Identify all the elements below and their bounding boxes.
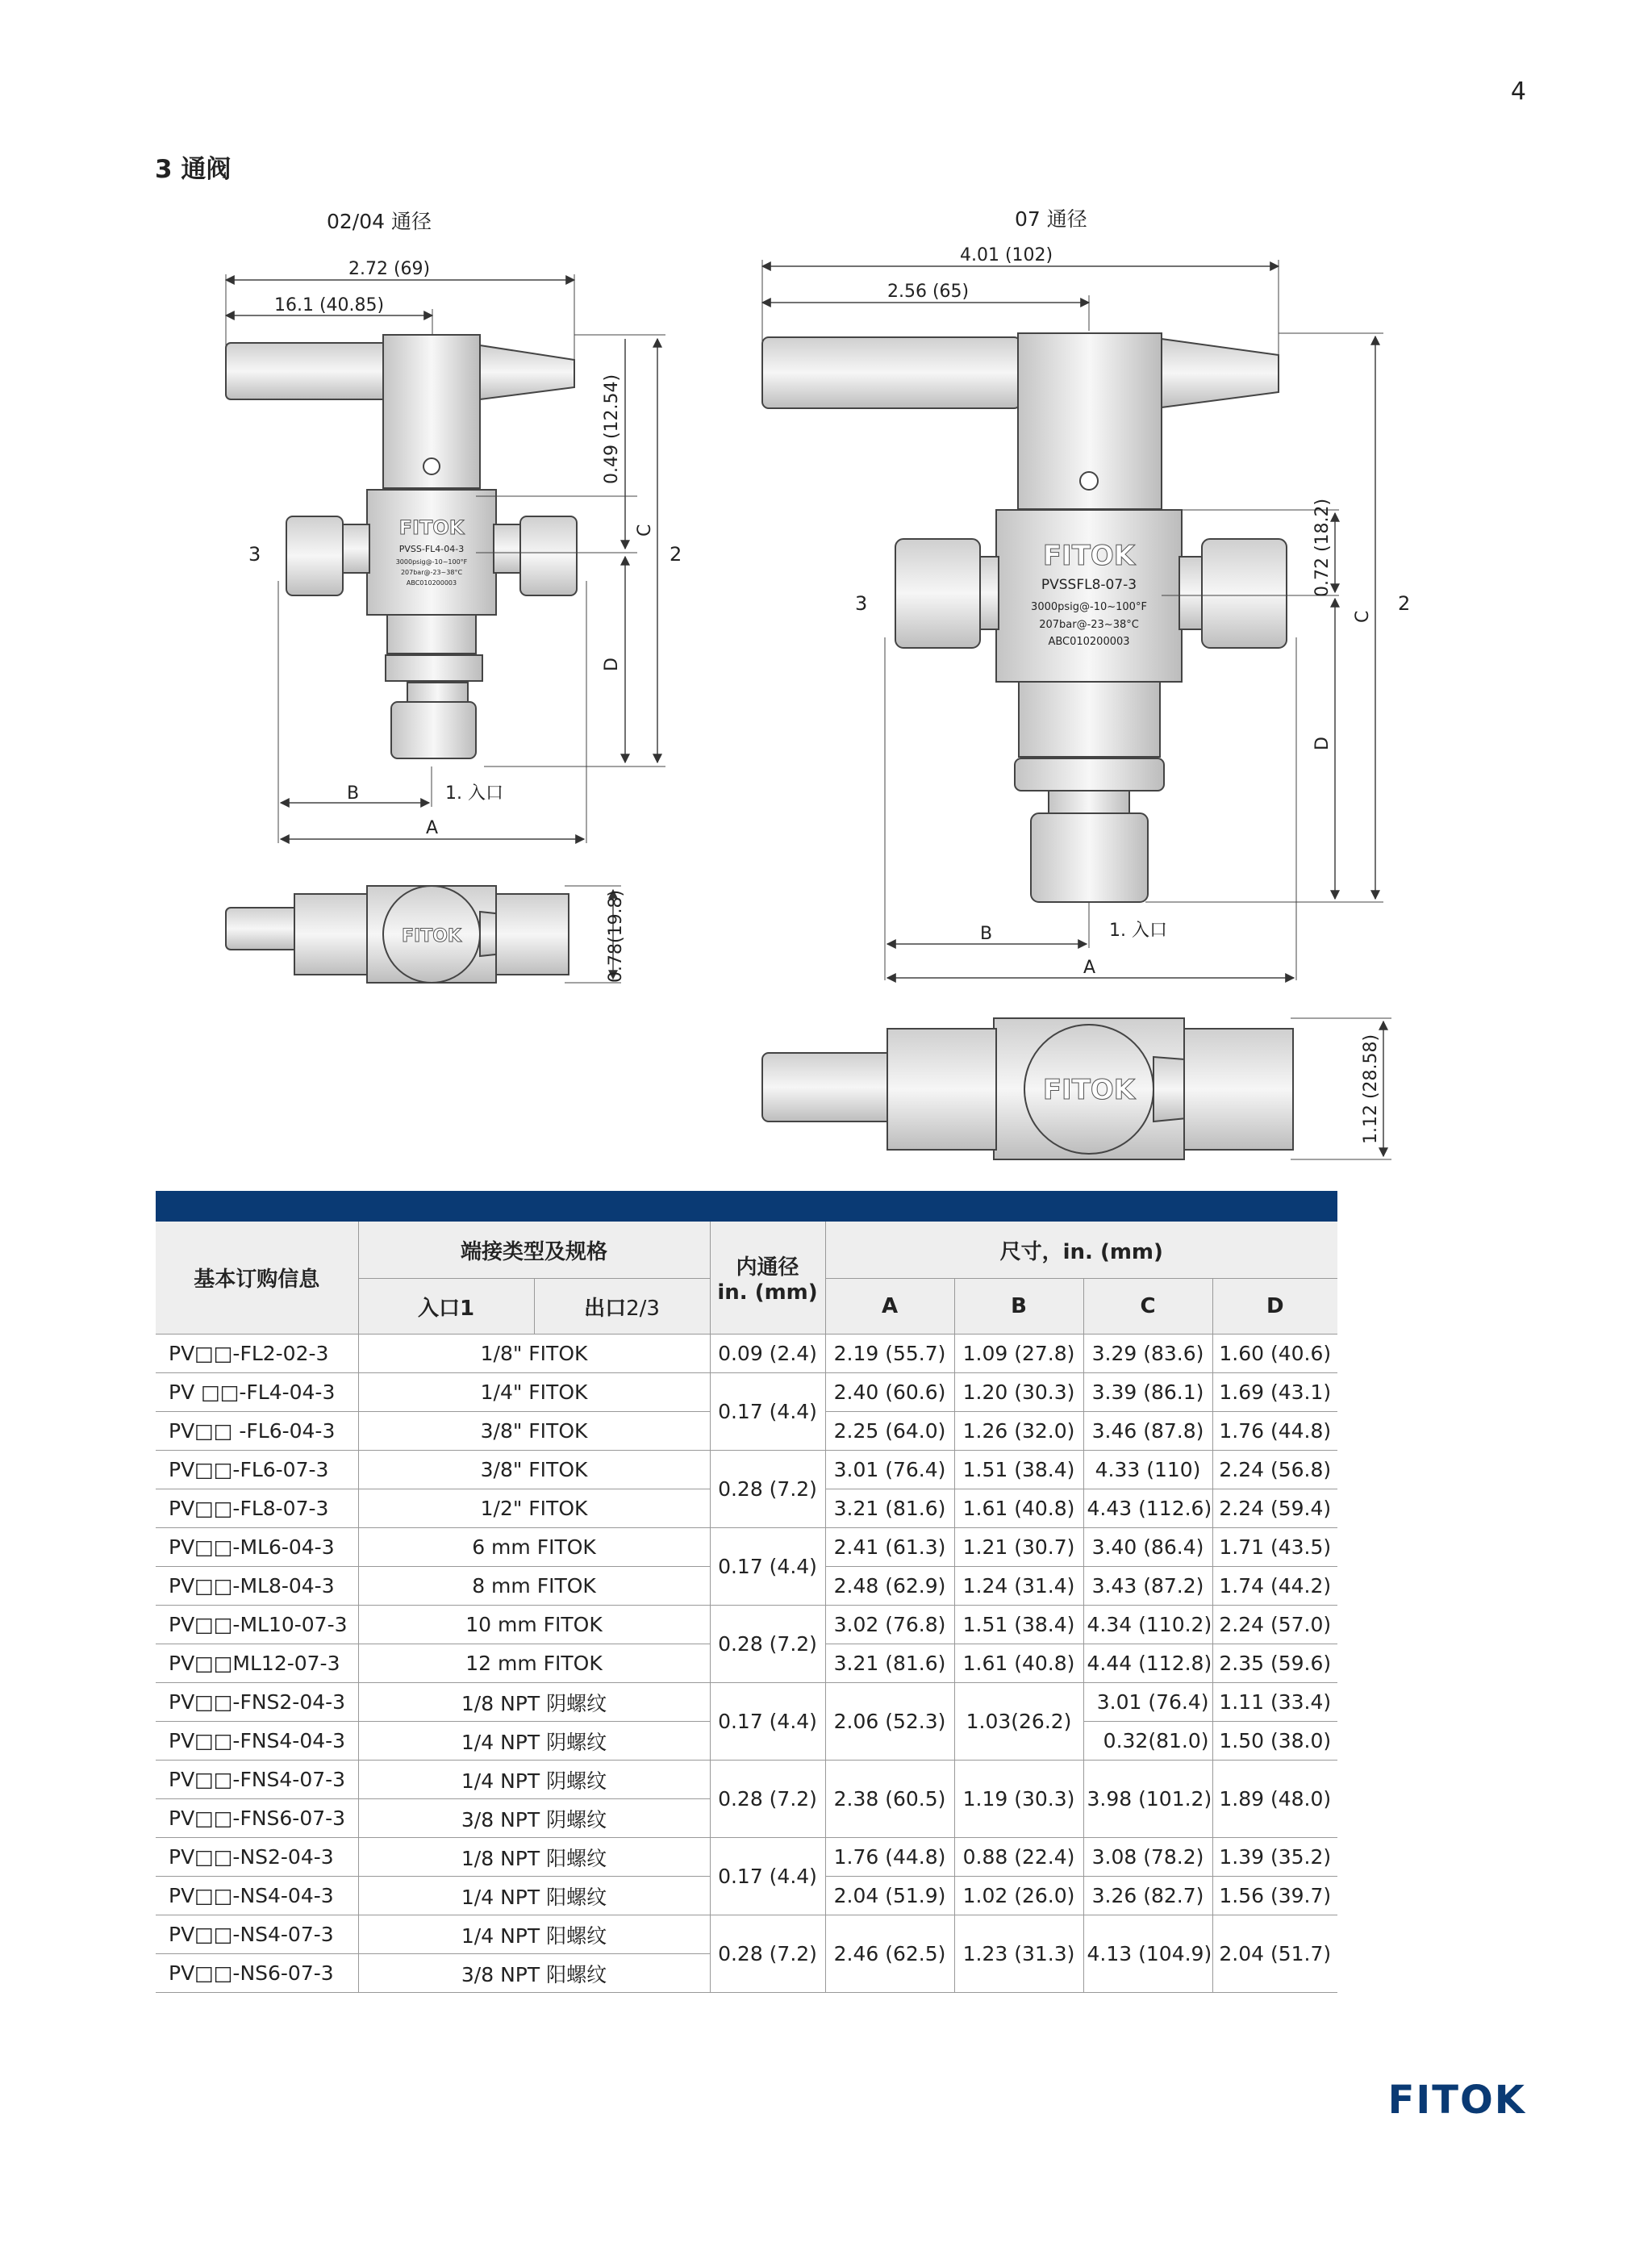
cell-connection: 12 mm FITOK (358, 1644, 710, 1683)
header-orifice (710, 1222, 825, 1335)
left-dim-b: B (347, 783, 360, 804)
cell-orifice: 0.17 (4.4) (710, 1838, 825, 1915)
cell-order: PV □□-FL4-04-3 (156, 1373, 358, 1412)
table-header-band (156, 1191, 1337, 1222)
cell-b: 1.51 (38.4) (954, 1606, 1083, 1644)
right-dim-vertical: 0.72 (18.2) (1312, 498, 1333, 597)
left-dim-c: C (635, 524, 655, 537)
right-dim-d: D (1312, 737, 1333, 750)
section-title: 3 通阀 (155, 155, 232, 184)
cell-order: PV□□-FL2-02-3 (156, 1335, 358, 1373)
cell-c: 3.98 (101.2) (1083, 1761, 1212, 1838)
cell-connection: 1/2" FITOK (358, 1489, 710, 1528)
cell-connection: 10 mm FITOK (358, 1606, 710, 1644)
header-orifice-line2: in. (mm) (717, 1280, 818, 1305)
header-end-connection: 端接类型及规格 (358, 1222, 710, 1279)
left-dim-handle: 16.1 (40.85) (274, 295, 385, 315)
left-top-logo: FITOK (402, 926, 461, 946)
right-dim-c: C (1353, 610, 1373, 623)
cell-b: 1.23 (31.3) (954, 1915, 1083, 1993)
cell-b: 1.02 (26.0) (954, 1877, 1083, 1915)
cell-c: 3.29 (83.6) (1083, 1335, 1212, 1373)
cell-order: PV□□-FNS2-04-3 (156, 1683, 358, 1722)
table-row (156, 1915, 1337, 1954)
cell-b: 1.61 (40.8) (954, 1489, 1083, 1528)
left-top-dim: 0.78(19.8) (606, 889, 626, 983)
cell-orifice: 0.17 (4.4) (710, 1683, 825, 1761)
cell-order: PV□□-FNS4-07-3 (156, 1761, 358, 1799)
left-port-3: 3 (248, 543, 261, 566)
cell-a: 2.40 (60.6) (825, 1373, 954, 1412)
cell-connection: 1/8 NPT 阴螺纹 (358, 1683, 710, 1722)
table-row (156, 1451, 1337, 1489)
cell-c: 3.43 (87.2) (1083, 1567, 1212, 1606)
cell-d: 1.50 (38.0) (1212, 1722, 1337, 1761)
cell-d: 1.76 (44.8) (1212, 1412, 1337, 1451)
page-number: 4 (1510, 77, 1526, 106)
cell-b: 0.88 (22.4) (954, 1838, 1083, 1877)
cell-d: 1.89 (48.0) (1212, 1761, 1337, 1838)
cell-order: PV□□-NS6-07-3 (156, 1954, 358, 1993)
cell-a: 2.04 (51.9) (825, 1877, 954, 1915)
cell-a: 3.21 (81.6) (825, 1489, 954, 1528)
left-drawing-title: 02/04 通径 (327, 210, 432, 233)
cell-order: PV□□ -FL6-04-3 (156, 1412, 358, 1451)
cell-orifice: 0.17 (4.4) (710, 1528, 825, 1606)
cell-connection: 3/8 NPT 阴螺纹 (358, 1799, 710, 1838)
table-row (156, 1761, 1337, 1799)
cell-connection: 1/8 NPT 阳螺纹 (358, 1838, 710, 1877)
right-body-serial: ABC010200003 (1048, 636, 1130, 648)
cell-connection: 3/8" FITOK (358, 1412, 710, 1451)
cell-d: 2.04 (51.7) (1212, 1915, 1337, 1993)
cell-connection: 1/8" FITOK (358, 1335, 710, 1373)
cell-connection: 6 mm FITOK (358, 1528, 710, 1567)
right-dim-a: A (1083, 958, 1096, 978)
cell-b: 1.21 (30.7) (954, 1528, 1083, 1567)
cell-order: PV□□-FL6-07-3 (156, 1451, 358, 1489)
cell-connection: 1/4 NPT 阴螺纹 (358, 1722, 710, 1761)
cell-a: 2.48 (62.9) (825, 1567, 954, 1606)
header-a: A (825, 1279, 954, 1335)
left-body-serial: ABC010200003 (406, 579, 457, 587)
left-dim-vertical: 0.49 (12.54) (602, 374, 622, 484)
cell-c: 4.13 (104.9) (1083, 1915, 1212, 1993)
cell-d: 1.60 (40.6) (1212, 1335, 1337, 1373)
table-row (156, 1373, 1337, 1412)
header-outlet-label: 出口 (584, 1296, 627, 1321)
cell-d: 2.24 (56.8) (1212, 1451, 1337, 1489)
right-drawing-title: 07 通径 (1015, 207, 1087, 231)
left-inlet: 1. 入口 (445, 783, 503, 804)
cell-b: 1.51 (38.4) (954, 1451, 1083, 1489)
cell-connection: 3/8 NPT 阳螺纹 (358, 1954, 710, 1993)
cell-connection: 3/8" FITOK (358, 1451, 710, 1489)
cell-d: 1.74 (44.2) (1212, 1567, 1337, 1606)
cell-b: 1.03(26.2) (954, 1683, 1083, 1761)
cell-c: 3.26 (82.7) (1083, 1877, 1212, 1915)
cell-b: 1.61 (40.8) (954, 1644, 1083, 1683)
spec-table (156, 1222, 1337, 1993)
header-inlet: 入口1 (358, 1279, 534, 1335)
left-dim-total: 2.72 (69) (348, 259, 431, 279)
cell-order: PV□□-NS4-07-3 (156, 1915, 358, 1954)
cell-b: 1.20 (30.3) (954, 1373, 1083, 1412)
cell-a: 1.76 (44.8) (825, 1838, 954, 1877)
header-b: B (954, 1279, 1083, 1335)
right-valve-drawing (762, 207, 1410, 1159)
cell-b: 1.24 (31.4) (954, 1567, 1083, 1606)
cell-connection: 1/4 NPT 阳螺纹 (358, 1877, 710, 1915)
cell-a: 2.19 (55.7) (825, 1335, 954, 1373)
right-dim-handle: 2.56 (65) (887, 282, 970, 302)
table-row (156, 1683, 1337, 1722)
header-dimensions: 尺寸，in. (mm) (825, 1222, 1337, 1279)
cell-order: PV□□-ML8-04-3 (156, 1567, 358, 1606)
cell-a: 3.21 (81.6) (825, 1644, 954, 1683)
cell-d: 2.35 (59.6) (1212, 1644, 1337, 1683)
right-dim-total: 4.01 (102) (960, 245, 1053, 265)
table-row (156, 1335, 1337, 1373)
table-row (156, 1838, 1337, 1877)
header-orifice-line1: 内通径 (736, 1255, 799, 1280)
cell-c: 4.43 (112.6) (1083, 1489, 1212, 1528)
cell-d: 1.11 (33.4) (1212, 1683, 1337, 1722)
cell-orifice: 0.28 (7.2) (710, 1761, 825, 1838)
left-port-2: 2 (670, 543, 682, 566)
cell-d: 1.39 (35.2) (1212, 1838, 1337, 1877)
cell-c: 3.01 (76.4) (1083, 1683, 1212, 1722)
right-body-model: PVSSFL8-07-3 (1041, 577, 1137, 593)
right-port-2: 2 (1398, 592, 1411, 615)
cell-c: 0.32(81.0) (1083, 1722, 1212, 1761)
cell-a: 2.25 (64.0) (825, 1412, 954, 1451)
cell-c: 3.08 (78.2) (1083, 1838, 1212, 1877)
cell-order: PV□□-ML10-07-3 (156, 1606, 358, 1644)
cell-a: 3.01 (76.4) (825, 1451, 954, 1489)
cell-d: 1.71 (43.5) (1212, 1528, 1337, 1567)
right-port-3: 3 (855, 592, 868, 615)
left-body-line1: 3000psig@-10~100°F (395, 558, 468, 566)
left-dim-a: A (426, 818, 439, 838)
cell-order: PV□□-NS4-04-3 (156, 1877, 358, 1915)
cell-orifice: 0.28 (7.2) (710, 1915, 825, 1993)
cell-a: 3.02 (76.8) (825, 1606, 954, 1644)
left-valve-drawing (226, 210, 682, 983)
cell-c: 4.34 (110.2) (1083, 1606, 1212, 1644)
cell-orifice: 0.28 (7.2) (710, 1606, 825, 1683)
left-body-logo: FITOK (398, 516, 465, 539)
spec-table-wrapper (156, 1191, 1337, 1993)
cell-c: 3.39 (86.1) (1083, 1373, 1212, 1412)
cell-connection: 1/4" FITOK (358, 1373, 710, 1412)
cell-c: 3.46 (87.8) (1083, 1412, 1212, 1451)
cell-c: 4.44 (112.8) (1083, 1644, 1212, 1683)
right-body-line1: 3000psig@-10~100°F (1031, 601, 1147, 613)
cell-orifice: 0.09 (2.4) (710, 1335, 825, 1373)
cell-connection: 1/4 NPT 阳螺纹 (358, 1915, 710, 1954)
cell-c: 4.33 (110) (1083, 1451, 1212, 1489)
table-row (156, 1528, 1337, 1567)
cell-b: 1.19 (30.3) (954, 1761, 1083, 1838)
fitok-logo: FITOK (1387, 2078, 1526, 2123)
cell-d: 1.69 (43.1) (1212, 1373, 1337, 1412)
cell-d: 2.24 (57.0) (1212, 1606, 1337, 1644)
header-order: 基本订购信息 (156, 1222, 358, 1335)
header-c: C (1083, 1279, 1212, 1335)
header-outlet (534, 1279, 710, 1335)
cell-order: PV□□-FNS6-07-3 (156, 1799, 358, 1838)
cell-a: 2.46 (62.5) (825, 1915, 954, 1993)
cell-order: PV□□-FL8-07-3 (156, 1489, 358, 1528)
right-body-logo: FITOK (1042, 540, 1136, 572)
right-top-dim: 1.12 (28.58) (1361, 1034, 1381, 1144)
left-body-model: PVSS-FL4-04-3 (398, 544, 465, 554)
cell-a: 2.41 (61.3) (825, 1528, 954, 1567)
cell-d: 1.56 (39.7) (1212, 1877, 1337, 1915)
header-outlet-number: 2/3 (626, 1296, 660, 1321)
cell-order: PV□□-NS2-04-3 (156, 1838, 358, 1877)
cell-a: 2.06 (52.3) (825, 1683, 954, 1761)
cell-c: 3.40 (86.4) (1083, 1528, 1212, 1567)
right-dim-b: B (980, 924, 993, 944)
cell-connection: 1/4 NPT 阴螺纹 (358, 1761, 710, 1799)
table-row (156, 1606, 1337, 1644)
cell-order: PV□□ML12-07-3 (156, 1644, 358, 1683)
cell-a: 2.38 (60.5) (825, 1761, 954, 1838)
right-body-line2: 207bar@-23~38°C (1039, 619, 1139, 631)
cell-d: 2.24 (59.4) (1212, 1489, 1337, 1528)
cell-orifice: 0.28 (7.2) (710, 1451, 825, 1528)
cell-connection: 8 mm FITOK (358, 1567, 710, 1606)
right-inlet: 1. 入口 (1109, 921, 1167, 941)
right-top-logo: FITOK (1042, 1074, 1136, 1106)
left-dim-d: D (602, 658, 622, 671)
cell-orifice: 0.17 (4.4) (710, 1373, 825, 1451)
cell-b: 1.09 (27.8) (954, 1335, 1083, 1373)
left-body-line2: 207bar@-23~38°C (400, 569, 463, 576)
cell-order: PV□□-FNS4-04-3 (156, 1722, 358, 1761)
cell-order: PV□□-ML6-04-3 (156, 1528, 358, 1567)
cell-b: 1.26 (32.0) (954, 1412, 1083, 1451)
header-d: D (1212, 1279, 1337, 1335)
